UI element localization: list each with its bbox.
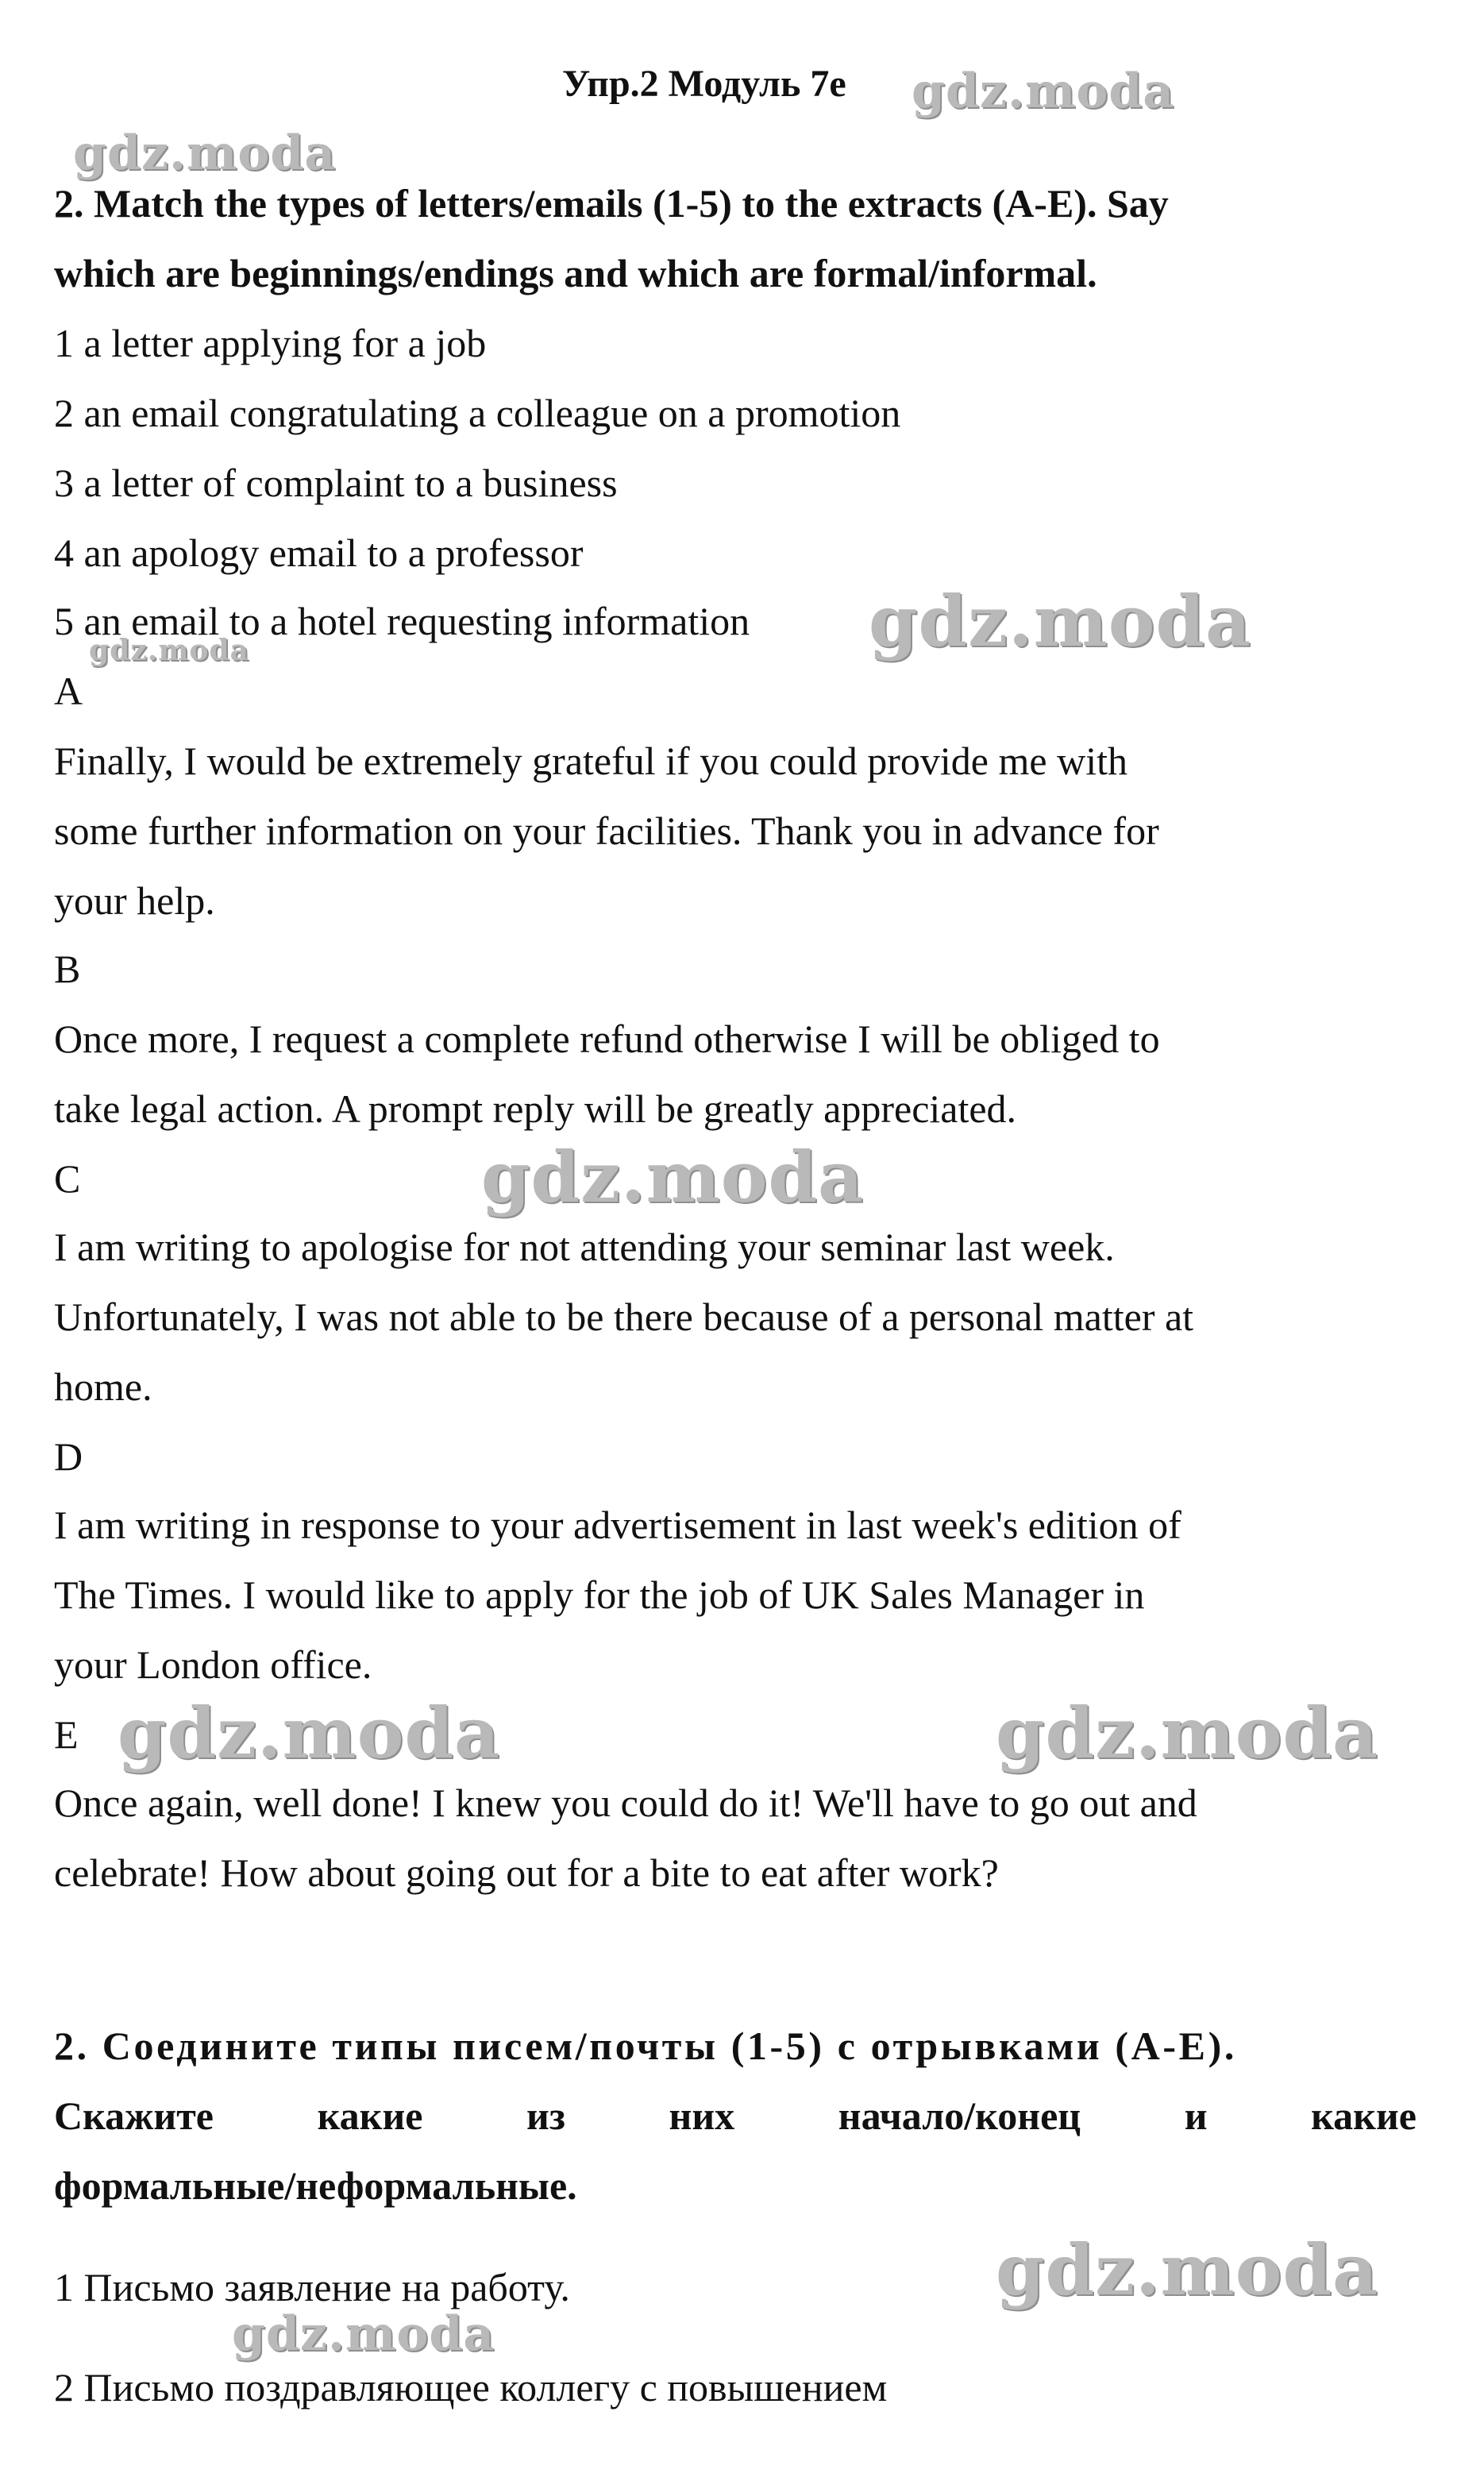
extract-c-line-2: Unfortunately, I was not able to be there because of a personal matter at [54, 1295, 1194, 1339]
extract-e-line-2: celebrate! How about going out for a bite to eat after work? [54, 1850, 999, 1895]
extract-a-line-1: Finally, I would be extremely grateful if you could provide me with [54, 739, 1127, 783]
ru-word: какие [317, 2093, 423, 2138]
watermark: gdz.moda [118, 1692, 501, 1774]
ru-word: и [1184, 2093, 1208, 2138]
extract-b-line-2: take legal action. A prompt reply will be greatly appreciated. [54, 1086, 1017, 1131]
task-heading-line-2: which are beginnings/endings and which are formal/informal. [54, 251, 1097, 295]
watermark: gdz.moda [869, 580, 1252, 662]
ru-task-line-2 [54, 2092, 1417, 2140]
extract-e-line-1: Once again, well done! I knew you could do it! We'll have to go out and [54, 1781, 1197, 1825]
page-title: Упр.2 Модуль 7e [562, 63, 846, 105]
item-3: 3 a letter of complaint to a business [54, 461, 618, 505]
item-2: 2 an email congratulating a colleague on a promotion [54, 391, 901, 435]
extract-c-line-1: I am writing to apologise for not attending your seminar last week. [54, 1225, 1115, 1269]
ru-task-line-3: формальные/неформальные. [54, 2163, 577, 2208]
watermark: gdz.moda [912, 64, 1175, 119]
extract-letter-d: D [54, 1434, 83, 1479]
extract-letter-b: B [54, 947, 81, 991]
ru-task-line-1-text: 2. Соедините типы писем/почты (1-5) с отрывками (A-E). [54, 2024, 1237, 2068]
ru-item-2: 2 Письмо поздравляющее коллегу с повышением [54, 2365, 888, 2410]
watermark: gdz.moda [73, 125, 337, 181]
item-4: 4 an apology email to a professor [54, 531, 584, 575]
watermark: gdz.moda [996, 2228, 1379, 2311]
ru-item-1: 1 Письмо заявление на работу. [54, 2265, 570, 2309]
extract-a-line-2: some further information on your facilities. Thank you in advance for [54, 808, 1159, 853]
ru-word: них [669, 2093, 735, 2138]
item-1: 1 a letter applying for a job [54, 321, 487, 365]
extract-b-line-1: Once more, I request a complete refund otherwise I will be obliged to [54, 1017, 1160, 1061]
ru-word: какие [1311, 2093, 1417, 2138]
extract-d-line-2: The Times. I would like to apply for the job of UK Sales Manager in [54, 1572, 1145, 1617]
extract-d-line-3: your London office. [54, 1642, 372, 1687]
extract-letter-c: C [54, 1156, 81, 1201]
extract-d-line-1: I am writing in response to your advertisement in last week's edition of [54, 1503, 1181, 1547]
watermark: gdz.moda [996, 1692, 1379, 1774]
item-5: 5 an email to a hotel requesting information [54, 599, 750, 643]
ru-word: из [526, 2093, 565, 2138]
extract-letter-e: E [54, 1712, 79, 1757]
watermark: gdz.moda [481, 1136, 865, 1218]
ru-word: Скажите [54, 2093, 214, 2138]
extract-c-line-3: home. [54, 1364, 152, 1409]
extract-a-line-3: your help. [54, 878, 215, 923]
extract-letter-a: A [54, 669, 83, 713]
watermark: gdz.moda [232, 2306, 495, 2362]
ru-word: начало/конец [838, 2093, 1081, 2138]
watermark: gdz.moda [89, 634, 249, 667]
ru-task-line-1 [54, 2022, 1417, 2070]
task-heading-line-1: 2. Match the types of letters/emails (1-5) to the extracts (A-E). Say [54, 181, 1169, 226]
